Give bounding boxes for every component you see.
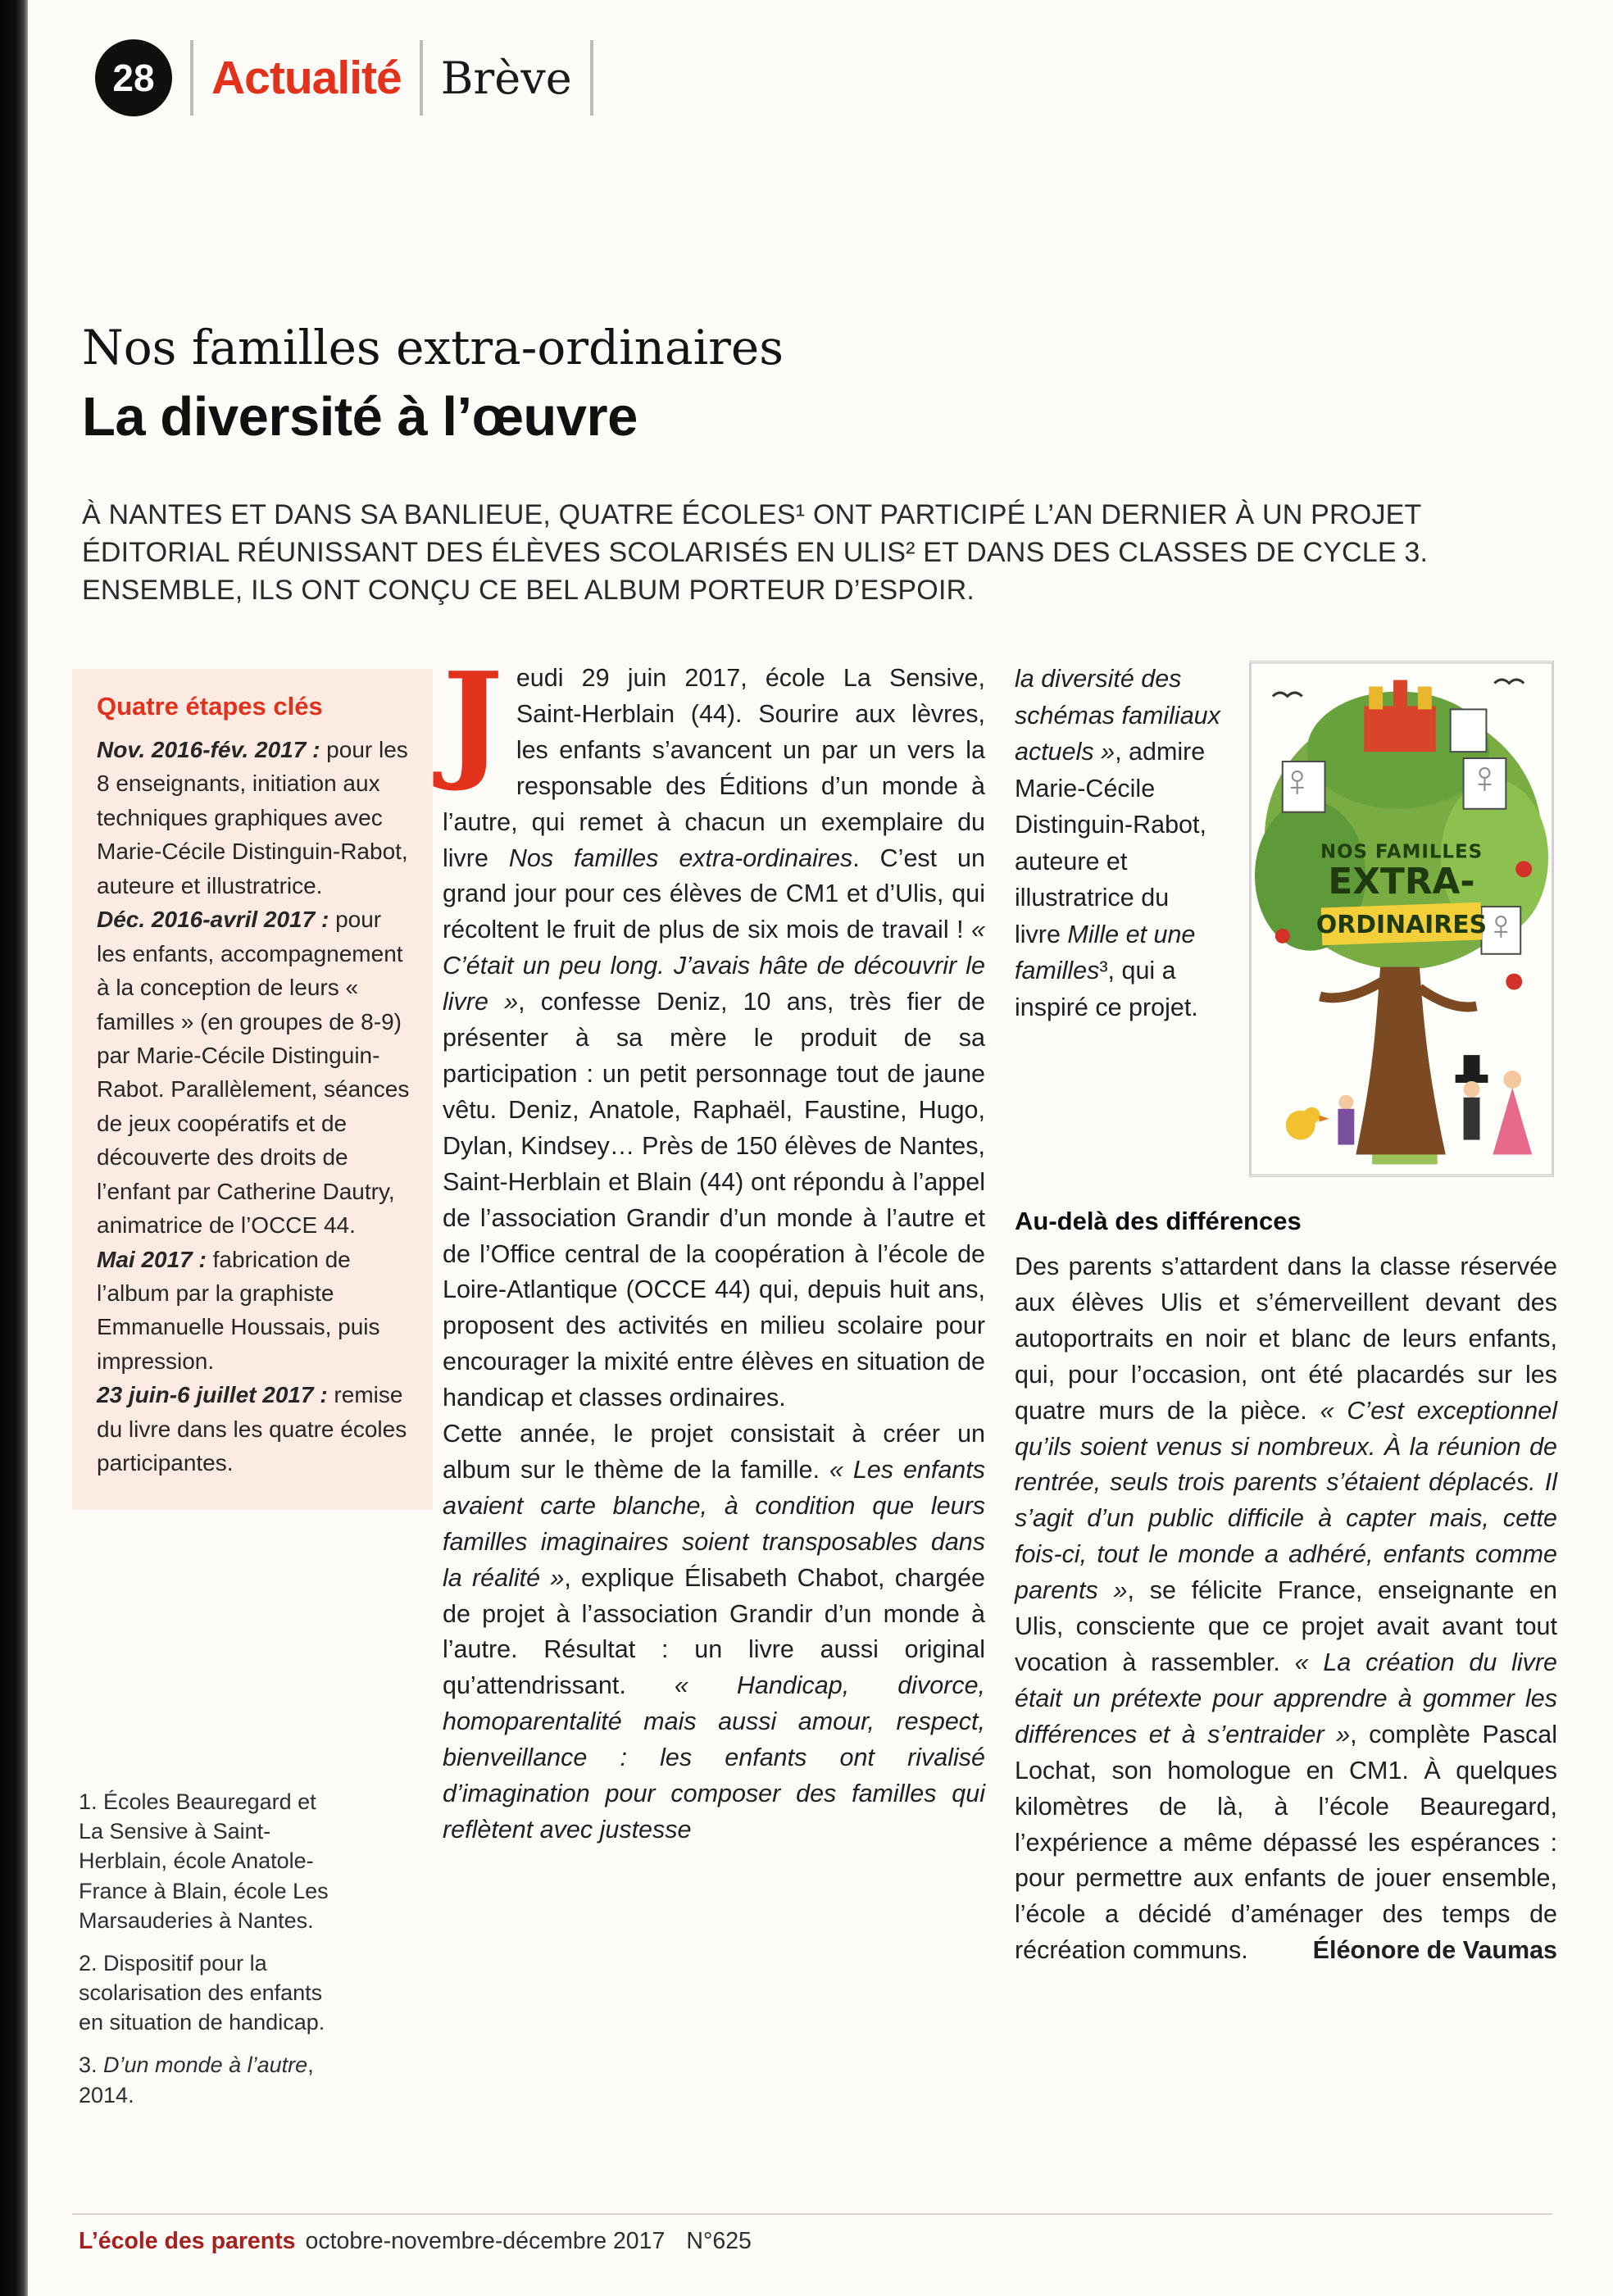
footnote: 3. D’un monde à l’autre, 2014. (79, 2053, 314, 2107)
subsection-label: Brève (440, 52, 572, 104)
article-paragraph: la diversité des schémas familiaux actuels », admire Marie-Cécile Distinguin-Rabot, auteure et illustratrice du livre Mille et une familles³, qui a inspiré ce projet. (1015, 665, 1220, 1021)
article-column-main (443, 644, 986, 1848)
sidebar-step: Nov. 2016-fév. 2017 : pour les 8 enseignants, initiation aux techniques graphiques avec Marie-Cécile Distinguin-Rabot, auteure et illustratrice. (97, 737, 408, 898)
apple-drawing (1515, 861, 1532, 877)
issue-date: octobre-novembre-décembre 2017 (305, 2228, 666, 2254)
section-label: Actualité (211, 52, 402, 104)
apple-drawing (1506, 974, 1522, 990)
book-cover-illustration (1250, 662, 1553, 1176)
book-cover-title-line1: NOS FAMILLES (1320, 841, 1484, 863)
castle-tower (1393, 680, 1407, 710)
drop-cap: J (443, 644, 503, 794)
magazine-name: L’école des parents (79, 2228, 296, 2254)
issue-number: N°625 (686, 2228, 752, 2254)
article-title: La diversité à l’œuvre (82, 386, 638, 448)
grass-drawing (1372, 1154, 1438, 1164)
header-divider (590, 40, 593, 116)
article-column-right (1015, 661, 1557, 1969)
footnotes (79, 1787, 343, 2123)
apple-drawing (1275, 929, 1290, 943)
article-paragraph (443, 644, 985, 1416)
article-standfirst: À NANTES ET DANS SA BANLIEUE, QUATRE ÉCOLES¹ ONT PARTICIPÉ L’AN DERNIER À UN PROJET ÉDITORIAL RÉUNISSANT DES ÉLÈVES SCOLARISÉS EN ULIS² ET DANS DES CLASSES DE CYCLE 3. ENSEMBLE, ILS ONT CONÇU CE BEL ALBUM PORTEUR D’ESPOIR. (82, 499, 1429, 606)
book-cover-photo (1249, 661, 1554, 1177)
paragraph-text: Cette année, le projet consistait à créer un album sur le thème de la famille. « Les enfants avaient carte blanche, à condition que leurs familles imaginaires soient transposables dans la réalité », explique Élisabeth Chabot, chargée de projet à l’association Grandir d’un monde à l’autre. Résultat : un livre aussi original qu’attendrissant. « Handicap, divorce, homoparentalité mais aussi amour, respect, bienveillance : les enfants ont rivalisé d’imagination pour composer des familles qui reflètent avec justesse (443, 1420, 986, 1844)
sidebar-title: Quatre étapes clés (97, 692, 323, 721)
page-binding-edge (0, 0, 28, 2296)
castle-drawing (1364, 706, 1436, 752)
article-kicker: Nos familles extra-ordinaires (82, 320, 784, 375)
purple-figure-drawing (1338, 1095, 1354, 1145)
footnote: 1. Écoles Beauregard et La Sensive à Saint-Herblain, école Anatole-France à Blain, école Les Marsauderies à Nantes. (79, 1789, 329, 1933)
footer (79, 2228, 752, 2255)
author-byline: Éléonore de Vaumas (1312, 1936, 1557, 1965)
header-divider (190, 40, 193, 116)
article-paragraph (443, 1416, 985, 1848)
footnote: 2. Dispositif pour la scolarisation des enfants en situation de handicap. (79, 1950, 325, 2035)
article-paragraph (1015, 1249, 1557, 1969)
sidebar-box (72, 669, 433, 1510)
section-subhead: Au-delà des différences (1015, 1207, 1302, 1235)
header-divider (420, 40, 423, 116)
castle-tower (1418, 687, 1432, 710)
sidebar-text (97, 733, 411, 1480)
header (95, 38, 593, 118)
right-column-top (1015, 661, 1557, 1177)
book-cover-title-line2: EXTRA- (1328, 861, 1475, 903)
book-cover-title-line3: ORDINAIRES (1315, 910, 1488, 939)
sidebar-step: Mai 2017 : fabrication de l’album par la graphiste Emmanuelle Houssais, puis impression. (97, 1246, 380, 1374)
chick-head (1304, 1107, 1320, 1124)
footer-rule (72, 2213, 1552, 2215)
sidebar-step: 23 juin-6 juillet 2017 : remise du livre dans les quatre écoles participantes. (97, 1382, 407, 1476)
page-number-badge: 28 (95, 39, 172, 116)
paragraph-text: eudi 29 juin 2017, école La Sensive, Saint-Herblain (44). Sourire aux lèvres, les enfants s’avancent un par un vers la responsable des Éditions d’un monde à l’autre, qui remet à chacun un exemplaire du livre Nos familles extra-ordinaires. C’est un grand jour pour ces élèves de CM1 et d’Ulis, qui récoltent le fruit de plus de six mois de travail ! « C’était un peu long. J’avais hâte de découvrir le livre », confesse Deniz, 10 ans, très fier de présenter à sa mère le produit de sa participation : un petit personnage tout de jaune vêtu. Deniz, Anatole, Raphaël, Faustine, Hugo, Dylan, Kindsey… Près de 150 élèves de Nantes, Saint-Herblain et Blain (44) ont répondu à l’appel de l’association Grandir d’un monde à l’autre et de l’Office central de la coopération à l’école de Loire-Atlantique (OCCE 44) qui, depuis huit ans, proposent des activités en milieu scolaire pour encourager la mixité entre élèves en situation de handicap et classes ordinaires. (443, 664, 985, 1412)
castle-tower (1369, 687, 1383, 710)
sidebar-step: Déc. 2016-avril 2017 : pour les enfants, accompagnement à la conception de leurs « familles » (en groupes de 8-9) par Marie-Cécile Distinguin-Rabot. Parallèlement, séances de jeux coopératifs et de découverte des droits de l’enfant par Catherine Dautry, animatrice de l’OCCE 44. (97, 907, 410, 1239)
paragraph-text: Des parents s’attardent dans la classe réservée aux élèves Ulis et s’émerveillent devant des autoportraits en noir et blanc de leurs enfants, qui, pour l’occasion, ont été placardés sur les quatre murs de la pièce. « C’est exceptionnel qu’ils soient venus si nombreux. À la réunion de rentrée, seuls trois parents s’étaient déplacés. Il s’agit d’un public difficile à capter mais, cette fois-ci, tout le monde a adhéré, enfants comme parents », se félicite France, enseignante en Ulis, consciente que ce projet avait avant tout vocation à rassembler. « La création du livre était un prétexte pour apprendre à gommer les différences et à s’entraider », complète Pascal Lochat, son homologue en CM1. À quelques kilomètres de là, à l’école Beauregard, l’expérience a même dépassé les espérances : pour permettre aux enfants de jouer ensemble, l’école a décidé d’aménager des temps de récréation communs. (1015, 1253, 1558, 1965)
